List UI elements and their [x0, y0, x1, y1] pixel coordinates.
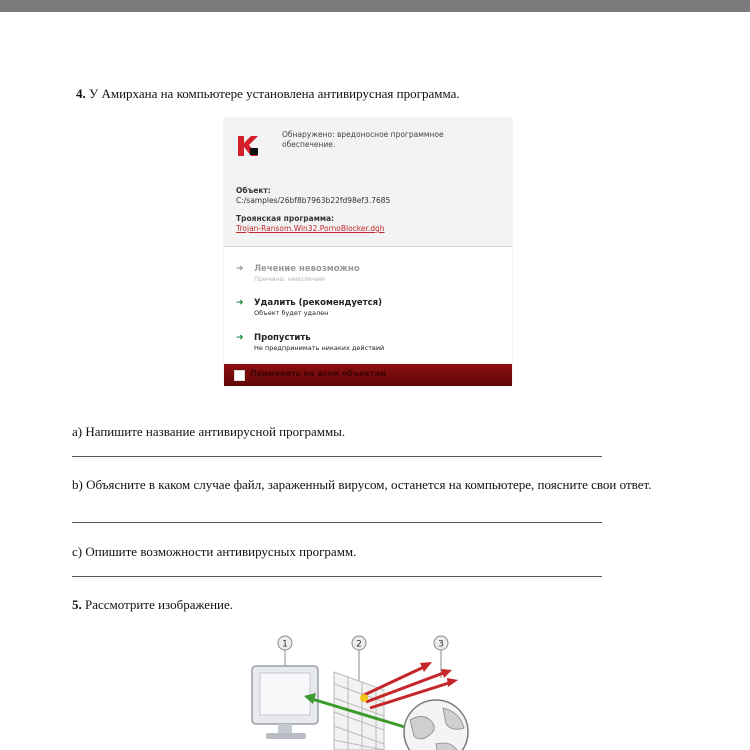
computer-monitor-icon: [252, 666, 318, 739]
callout-3-label: 3: [438, 639, 444, 650]
trojan-name-link[interactable]: Trojan-Ransom.Win32.PornoBlocker.dgh: [236, 224, 385, 233]
object-label: Объект:: [236, 186, 271, 195]
object-path: C:/samples/26bf8b7963b22fd98ef3.7685: [236, 196, 391, 205]
answer-line-a[interactable]: [72, 456, 602, 457]
globe-icon: [404, 700, 468, 750]
question-a: a) Напишите название антивирусной программы.: [72, 424, 346, 439]
option-title: Удалить (рекомендуется): [254, 298, 383, 308]
question-c: c) Опишите возможности антивирусных программ.: [72, 544, 357, 559]
apply-to-all-label: Применить ко всем объектам: [250, 369, 387, 378]
firewall-illustration: [238, 632, 478, 750]
question-5-number: 5.: [72, 597, 82, 612]
question-5: [72, 597, 233, 613]
answer-line-b[interactable]: [72, 522, 602, 523]
question-b: b) Объясните в каком случае файл, зараженный вирусом, останется на компьютере, поясните свои ответ.: [72, 477, 652, 492]
detection-message: Обнаружено: вредоносное программное обеспечение.: [282, 130, 444, 149]
callout-2: [352, 636, 366, 650]
callout-1-label: 1: [282, 639, 288, 650]
arrow-right-icon: ➜: [236, 333, 244, 343]
option-title: Пропустить: [254, 333, 311, 343]
option-subtitle: Причина: неизлечим: [254, 275, 325, 283]
kaspersky-logo-icon: [236, 132, 262, 158]
answer-line-c[interactable]: [72, 576, 602, 577]
question-4-number: 4.: [76, 86, 86, 101]
apply-to-all-checkbox[interactable]: [234, 370, 245, 381]
question-4: [76, 86, 460, 102]
question-4-text: У Амирхана на компьютере установлена антивирусная программа.: [89, 86, 460, 101]
apply-to-all-bar[interactable]: [224, 364, 512, 386]
red-arrowhead: [441, 669, 452, 678]
question-5-text: Рассмотрите изображение.: [85, 597, 234, 612]
callout-3: [434, 636, 448, 650]
arrow-right-icon: ➜: [236, 298, 244, 308]
trojan-label: Троянская программа:: [236, 214, 335, 223]
red-arrowhead: [447, 678, 458, 687]
red-arrowhead: [420, 662, 432, 672]
callout-2-label: 2: [356, 639, 362, 650]
brick-wall-icon: [334, 672, 384, 750]
top-toolbar-strip: [0, 0, 750, 12]
option-subtitle: Не предпринимать никаких действий: [254, 344, 385, 352]
option-title: Лечение невозможно: [254, 264, 360, 274]
arrow-right-icon: ➜: [236, 264, 244, 274]
block-spark-icon: [360, 694, 368, 702]
callout-1: [278, 636, 292, 650]
antivirus-dialog: [224, 118, 512, 386]
option-subtitle: Объект будет удален: [254, 309, 329, 317]
